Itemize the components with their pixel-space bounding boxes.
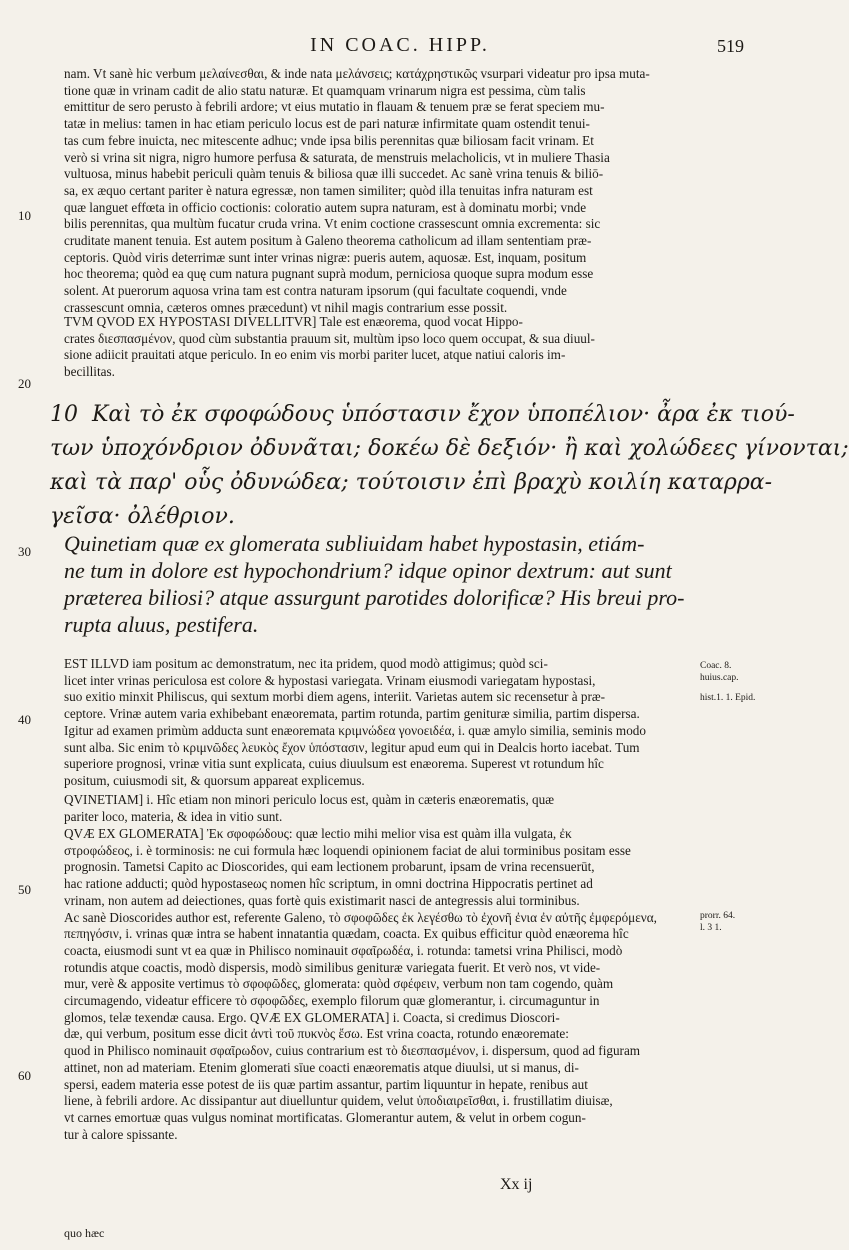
margin-line-number: 50 bbox=[18, 882, 31, 897]
greek-line: γεῖσα· ὀλέθριον. bbox=[50, 504, 235, 529]
text-line: Ac sanè Dioscorides author est, referente Galeno, τὸ σφοφῶδες ἐκ λεγέσθω τὸ ἐχονῆ ἐνια ἐν αὐτῆς ἐμφερόμενα, bbox=[64, 909, 657, 925]
signature-mark: Xx ij bbox=[500, 1176, 533, 1193]
aphorism-number: 10 bbox=[50, 402, 78, 427]
side-note: hist.1. 1. Epid. bbox=[700, 693, 756, 703]
text-line: vrinam, non autem ad deiectiones, quas fortè quis existimarit nasci de antegressis alui torminibus. bbox=[64, 892, 580, 908]
catchword: quo hæc bbox=[64, 1226, 105, 1240]
text-line: Igitur ad examen primùm adducta sunt enæoremata κριμνώδεα γονοειδέα, i. quæ amylo similia, seminis modo bbox=[64, 722, 646, 738]
text-line: crates διεσπασμένον, quod cùm substantia prauum sit, multùm ipso loco quem occupat, & sua diuul- bbox=[64, 330, 595, 346]
text-line: verò si vrina sit nigra, nigro humore perfusa & saturata, de menstruis melacholicis, vt in muliere Thasia bbox=[64, 149, 610, 165]
paragraph-2 bbox=[64, 314, 754, 381]
margin-line-number: 60 bbox=[18, 1068, 31, 1083]
latin-line: ne tum in dolore est hypochondrium? idque opinor dextrum: aut sunt bbox=[64, 558, 672, 583]
text-line: pariter loco, materia, & idea in vitio sunt. bbox=[64, 808, 283, 824]
text-line: licet inter vrinas periculosa est colore & hypostasi variegata. Vrinam eiusmodi variegatam hypostasi, bbox=[64, 672, 596, 688]
greek-line: των ὑποχόνδριον ὀδυνᾶται; δοκέω δὲ δεξιόν· ἢ καὶ χολώδεες γίνονται; bbox=[50, 436, 849, 461]
text-line: hoc theorema; quòd ea quę cum natura pugnant suprà modum, perniciosa quoque supra modum esse bbox=[64, 266, 594, 282]
text-line: cruditate manent tenuia. Est autem positum à Galeno theorema catholicum ad illam sententiam præ- bbox=[64, 233, 592, 249]
running-head: IN COAC. HIPP. bbox=[310, 34, 490, 56]
text-line: glomos, telæ texendæ causa. Ergo. QVÆ EX GLOMERATA] i. Coacta, si credimus Dioscori- bbox=[64, 1009, 560, 1025]
text-line: prognosin. Tametsi Capito ac Dioscorides, qui eam lectionem probarunt, ipsam de vrina recensuerūt, bbox=[64, 859, 595, 875]
text-line: QVINETIAM] i. Hîc etiam non minori periculo locus est, quàm in cæteris enæorematis, quæ bbox=[64, 792, 555, 807]
side-note: Coac. 8. bbox=[700, 661, 732, 671]
text-line: nam. Vt sanè hic verbum μελαίνεσθαι, & inde nata μελάνσεις; κατάχρηστικῶς vsurpari videatur pro ipsa muta- bbox=[64, 66, 650, 81]
text-line: mur, verè & apposite vertimus τὸ σφοφῶδες, glomerata: quòd σφέφειν, verbum non tam cogendo, quàm bbox=[64, 976, 614, 992]
paragraph-1 bbox=[64, 66, 754, 317]
text-line: hac ratione adducti; quòd hypostaseως nomen hîc scriptum, in omni doctrina Hippocratis pertinet ad bbox=[64, 876, 593, 892]
greek-line: 10 Καὶ τὸ ἐκ σφοφώδους ὑπόστασιν ἔχον ὑποπέλιον· ἆρα ἐκ τιού- bbox=[50, 402, 795, 427]
text-line: tur à calore spissante. bbox=[64, 1126, 178, 1142]
text-line: QVÆ EX GLOMERATA] Ἐκ σφοφώδους: quæ lectio mihi melior visa est quàm illa vulgata, ἐκ bbox=[64, 826, 572, 841]
margin-line-number: 40 bbox=[18, 712, 31, 727]
text-line: rotundis atque coactis, modò dispersis, modò similibus genituræ variegata fuerit. Et verò nos, vt vide- bbox=[64, 959, 601, 975]
text-line: dæ, qui verbum, positum esse dicit ἀντὶ τοῦ πυκνὸς ἔσω. Est vrina coacta, rotundo enæoremate: bbox=[64, 1026, 569, 1042]
side-note: l. 3 1. bbox=[700, 923, 722, 933]
greek-line: καὶ τὰ παρ' οὗς ὀδυνώδεα; τούτοισιν ἐπὶ βραχὺ κοιλίη καταρρα- bbox=[50, 470, 773, 495]
text-line: spersi, eadem materia esse potest de iis quæ partim assantur, partim liquuntur in hepate, renibus aut bbox=[64, 1076, 588, 1092]
text-line: ceptoris. Quòd viris deterrimæ sunt inter vrinas nigræ: pueris autem, aquosæ. Est, inquam, positum bbox=[64, 249, 587, 265]
text-line: vultuosa, minus habebit periculi quàm tenuis & biliosa quæ illi succedet. Ac sanè vrina tenuis & biliō- bbox=[64, 166, 604, 182]
margin-line-number: 30 bbox=[18, 544, 31, 559]
text-line: solent. At puerorum aquosa vrina tam est contra naturam ipsorum (qui facultate coquendi, vnde bbox=[64, 283, 567, 299]
text-line: circumagendo, videatur efficere τὸ σφοφῶδες, exemplo filorum quæ glomerantur, i. circumaguntur in bbox=[64, 993, 600, 1009]
text-line: tatæ in melius: tamen in hac etiam periculo locus est de pari naturæ infirmitate quam ostendit tenui- bbox=[64, 116, 590, 132]
text-line: sione adiicit prauitati atque periculo. In eo enim vis morbi pariter lucet, atque natiui caloris im- bbox=[64, 347, 566, 363]
text-line: vt carnes emortuæ quas vulgus nominat mortificatas. Glomerantur autem, & velut in orbem cogun- bbox=[64, 1109, 586, 1125]
text-line: στροφώδεος, i. è torminosis: ne cui formula hæc loquendi opinionem faciat de alui torminibus positam esse bbox=[64, 842, 631, 858]
text-line: positum, cuiusmodi sit, & quorsum appareat explicemus. bbox=[64, 772, 365, 788]
text-line: liene, à febrili ardore. Ac dissipantur aut diuelluntur quidem, velut ὑποδιαιρεῖσθαι, i. frustillatim diuisæ, bbox=[64, 1093, 613, 1109]
text-line: quod in Philisco nominauit σφαῖρωδον, cuius contrarium est τὸ διεσπασμένον, i. dispersum, quod ad figuram bbox=[64, 1043, 641, 1059]
text-line: bilis perennitas, qua multùm fucatur cruda vrina. Vt enim coctione crassescunt omnia excrementa: sic bbox=[64, 216, 601, 232]
paragraph-4 bbox=[64, 792, 694, 825]
latin-line: rupta aluus, pestifera. bbox=[64, 612, 259, 637]
text-line: emittitur de sero perusto à febrili ardore; vt eius mutatio in flauam & tenuem præ se ferat speciem mu- bbox=[64, 99, 605, 115]
text-line: crassescunt omnia, cæteros omnes præcedunt) vt nihil magis contrarium esse possit. bbox=[64, 299, 508, 315]
side-note: huius.cap. bbox=[700, 673, 739, 683]
text-line: TVM QVOD EX HYPOSTASI DIVELLITVR] Tale est enæorema, quod vocat Hippo- bbox=[64, 314, 523, 329]
text-line: tas cum febre inuicta, nec mitescente adhuc; vnde ipsa bilis perennitas quæ biliosam facit vrinam. Et bbox=[64, 132, 594, 148]
page-number: 519 bbox=[717, 36, 744, 56]
side-note: prorr. 64. bbox=[700, 911, 736, 921]
text-line: ceptore. Vrinæ autem varia exhibebant enæoremata, partim rotunda, partim genituræ similia, partim dispersa. bbox=[64, 706, 640, 722]
latin-line: Quinetiam quæ ex glomerata subliuidam habet hypostasin, etiám- bbox=[64, 531, 645, 556]
paragraph-5 bbox=[64, 826, 694, 1143]
text-line: quæ languet effœta in officio coctionis: coloratio autem supra naturam, est à dominatu morbi; vnde bbox=[64, 199, 587, 215]
margin-line-number: 20 bbox=[18, 376, 31, 391]
text-line: sunt alba. Sic enim τὸ κριμνῶδες λευκὸς ἔχον ὑπόστασιν, legitur apud eum qui in Dealcis horto iacebat. Tum bbox=[64, 739, 640, 755]
text-line: tione quæ in vrinam cadit de alio statu naturæ. Et quamquam vrinarum nigra est pessima, cùm talis bbox=[64, 82, 586, 98]
text-line: attinet, non ad materiam. Etenim glomerati sīue coacti enæorematis atque diuulsi, ut si manus, di- bbox=[64, 1059, 579, 1075]
text-line: coacta, eiusmodi sunt vt ea quæ in Philisco nominauit σφαῖρωδέα, i. rotunda: tametsi vrina Philisci, modò bbox=[64, 942, 623, 958]
text-line: becillitas. bbox=[64, 364, 115, 380]
margin-line-number: 10 bbox=[18, 208, 31, 223]
text-line: EST ILLVD iam positum ac demonstratum, nec ita pridem, quod modò attigimus; quòd sci- bbox=[64, 656, 548, 671]
latin-translation bbox=[64, 530, 754, 638]
paragraph-3 bbox=[64, 656, 694, 790]
text-line: suo exitio minxit Philiscus, qui sextum morbi diem agens, interiit. Varietas autem sic recensetur à præ- bbox=[64, 689, 606, 705]
text-line: πεπηγόσιν, i. vrinas quæ intra se habent innatantia quædam, coacta. Ex quibus efficitur quòd enæorema hîc bbox=[64, 926, 629, 942]
greek-aphorism bbox=[50, 398, 849, 534]
text-line: sa, ex æquo certant pariter è natura egressæ, non tamen similiter; quòd illa tenuitas infra naturam est bbox=[64, 182, 593, 198]
text-line: superiore prognosi, vrinæ vitia sunt explicata, cuius diuulsum est enæorema. Superest vt rotundum hîc bbox=[64, 756, 604, 772]
latin-line: præterea biliosi? atque assurgunt parotides dolorificæ? His breui pro- bbox=[64, 585, 685, 610]
